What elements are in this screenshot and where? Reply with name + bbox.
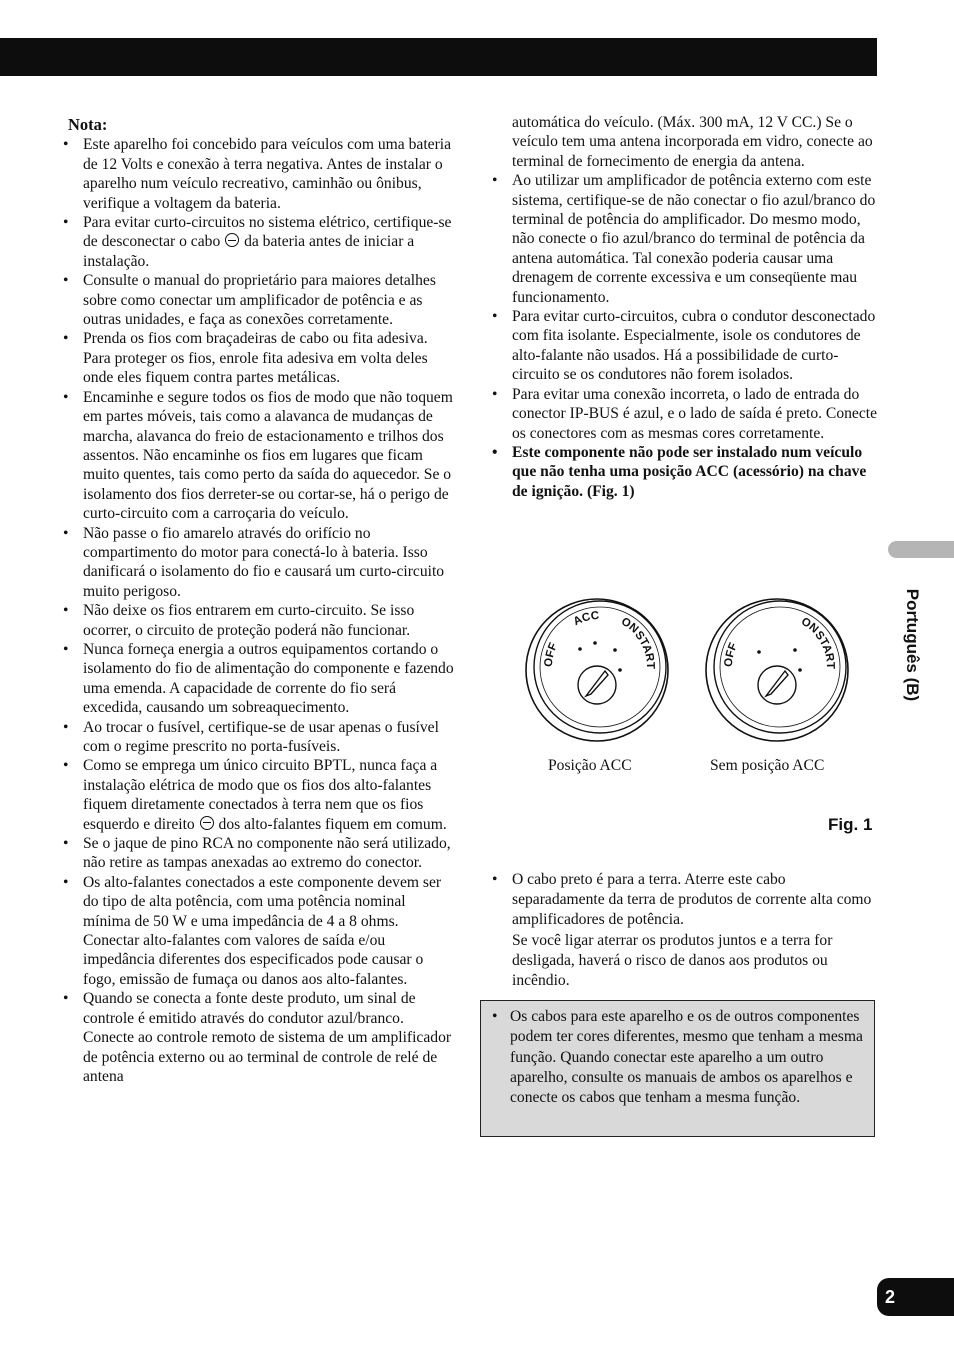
left-column	[58, 115, 456, 1086]
key-slot-icon	[766, 671, 788, 696]
ground-note	[487, 870, 882, 991]
list-item: • Prenda os fios com braçadeiras de cabo ou fita adesiva. Para proteger os fios, enrole fita adesiva em volta deles onde eles fiquem contra partes metálicas.	[58, 329, 456, 387]
switch-label-start: START	[812, 629, 837, 670]
list-item: • Se o jaque de pino RCA no componente não será utilizado, não retire as tampas anexadas ao extremo do conector.	[58, 834, 456, 873]
caption-no-acc-position: Sem posição ACC	[710, 757, 825, 774]
language-label: Português (B)	[903, 588, 922, 702]
list-item: • Ao trocar o fusível, certifique-se de usar apenas o fusível com o regime prescrito no porta-fusíveis.	[58, 718, 456, 757]
switch-label-on: ON	[798, 615, 821, 636]
list-item: • Nunca forneça energia a outros equipamentos cortando o isolamento do fio de alimentação do componente e fazendo uma emenda. A capacidade de corrente do fio será excedida, causando um sobreaquecimento.	[58, 640, 456, 718]
ignition-switch-without-acc	[706, 599, 848, 741]
list-item: • Para evitar curto-circuitos, cubra o condutor desconectado com fita isolante. Especialmente, isole os condutores de alto-falante não usados. Há a possibilidade de curto-circuito se os condutores não forem isolados.	[487, 307, 882, 385]
list-item: • Este aparelho foi concebido para veículos com uma bateria de 12 Volts e conexão à terra negativa. Antes de instalar o aparelho num veículo recreativo, caminhão ou ônibus, verifique a voltagem da bateria.	[58, 135, 456, 213]
header-bar	[0, 38, 877, 76]
list-item: • Consulte o manual do proprietário para maiores detalhes sobre como conectar um amplificador de potência e as outras unidades, e faça as conexões corretamente.	[58, 271, 456, 329]
switch-label-off: OFF	[722, 641, 741, 668]
list-item: • Os alto-falantes conectados a este componente devem ser do tipo de alta potência, com uma potência nominal mínima de 50 W e uma impedância de 4 a 8 ohms. Conectar alto-falantes com valores de saída e/ou impedância diferentes dos especificados pode causar o fogo, emissão de fumaça ou danos aos alto-falantes.	[58, 873, 456, 989]
right-column	[487, 113, 882, 501]
key-slot-icon	[586, 671, 608, 696]
item-text: da bateria antes de iniciar a instalação.	[83, 233, 415, 270]
list-item: • Para evitar uma conexão incorreta, o lado de entrada do conector IP-BUS é azul, e o lado de saída é preto. Conecte os conectores com as mesmas cores corretamente.	[487, 385, 882, 443]
negative-terminal-icon	[200, 816, 214, 830]
list-item	[58, 213, 456, 271]
caption-acc-position: Posição ACC	[548, 757, 632, 774]
negative-terminal-icon	[225, 233, 239, 247]
switch-label-start: START	[632, 629, 657, 670]
list-item: • Quando se conecta a fonte deste produto, um sinal de controle é emitido através do condutor azul/branco. Conecte ao controle remoto de sistema de um amplificador de potência externo ou ao terminal de controle de relé de antena	[58, 989, 456, 1086]
list-item: • Ao utilizar um amplificador de potência externo com este sistema, certifique-se de não conectar o fio azul/branco do terminal de potência do amplificador. Do mesmo modo, não conecte o fio azul/branco do terminal de potência da antena automática. Tal conexão poderia causar uma drenagem de corrente excessiva e um conseqüente mau funcionamento.	[487, 171, 882, 307]
list-item: • Não passe o fio amarelo através do orifício no compartimento do motor para conectá-lo à bateria. Isso danificará o isolamento do fio e causará um curto-circuito muito perigoso.	[58, 524, 456, 602]
page-number: 2	[877, 1278, 954, 1316]
switch-label-on: ON	[618, 615, 641, 636]
item-text: Como se emprega um único circuito BPTL, nunca faça a instalação elétrica de modo que os fios dos alto-falantes fiquem diretamente conectados à terra nem que os fios esquerdo e direito	[83, 757, 438, 833]
item-text: dos alto-falantes fiquem em comum.	[218, 815, 447, 833]
ignition-switch-with-acc	[526, 599, 668, 741]
cable-color-note-box	[480, 1000, 875, 1137]
list-item: • Encaminhe e segure todos os fios de modo que não toquem em partes móveis, tais como a alavanca de mudanças de marcha, alavanca do freio de estacionamento e trilhos dos assentos. Não encaminhe os fios em lugares que ficam muito quentes, tais como perto da saída do aquecedor. Se o isolamento dos fios derreter-se ou cortar-se, há o perigo de curto-circuito com a carroçaria do veículo.	[58, 388, 456, 524]
switch-label-off: OFF	[542, 641, 561, 668]
list-item-warning: • Este componente não pode ser instalado num veículo que não tenha uma posição ACC (acessório) na chave de ignição. (Fig. 1)	[487, 443, 882, 501]
list-item	[58, 756, 456, 834]
list-item: • O cabo preto é para a terra. Aterre este cabo separadamente da terra de produtos de corrente alta como amplificadores de potência.	[487, 870, 882, 931]
list-item-continuation: automática do veículo. (Máx. 300 mA, 12 V CC.) Se o veículo tem uma antena incorporada em vidro, conecte ao terminal de fornecimento de energia da antena.	[512, 114, 873, 170]
switch-label-acc: ACC	[571, 609, 600, 629]
list-item: • Não deixe os fios entrarem em curto-circuito. Se isso ocorrer, o circuito de proteção poderá não funcionar.	[58, 601, 456, 640]
note-list	[58, 135, 456, 1086]
side-tab	[888, 541, 954, 558]
item-text: Para evitar curto-circuitos no sistema elétrico, certifique-se de desconectar o cabo	[83, 214, 452, 251]
list-item: • Os cabos para este aparelho e os de outros componentes podem ter cores diferentes, mesmo que tenham a mesma função. Quando conectar este aparelho a um outro aparelho, consulte os manuais de ambos os aparelhos e conecte os cabos que tenham a mesma função.	[488, 1007, 866, 1108]
note-list-continued	[487, 113, 882, 501]
note-heading: Nota:	[68, 115, 108, 134]
list-item-continuation: Se você ligar aterrar os produtos juntos e a terra for desligada, haverá o risco de danos aos produtos ou incêndio.	[512, 931, 833, 990]
figure-label: Fig. 1	[828, 815, 873, 834]
